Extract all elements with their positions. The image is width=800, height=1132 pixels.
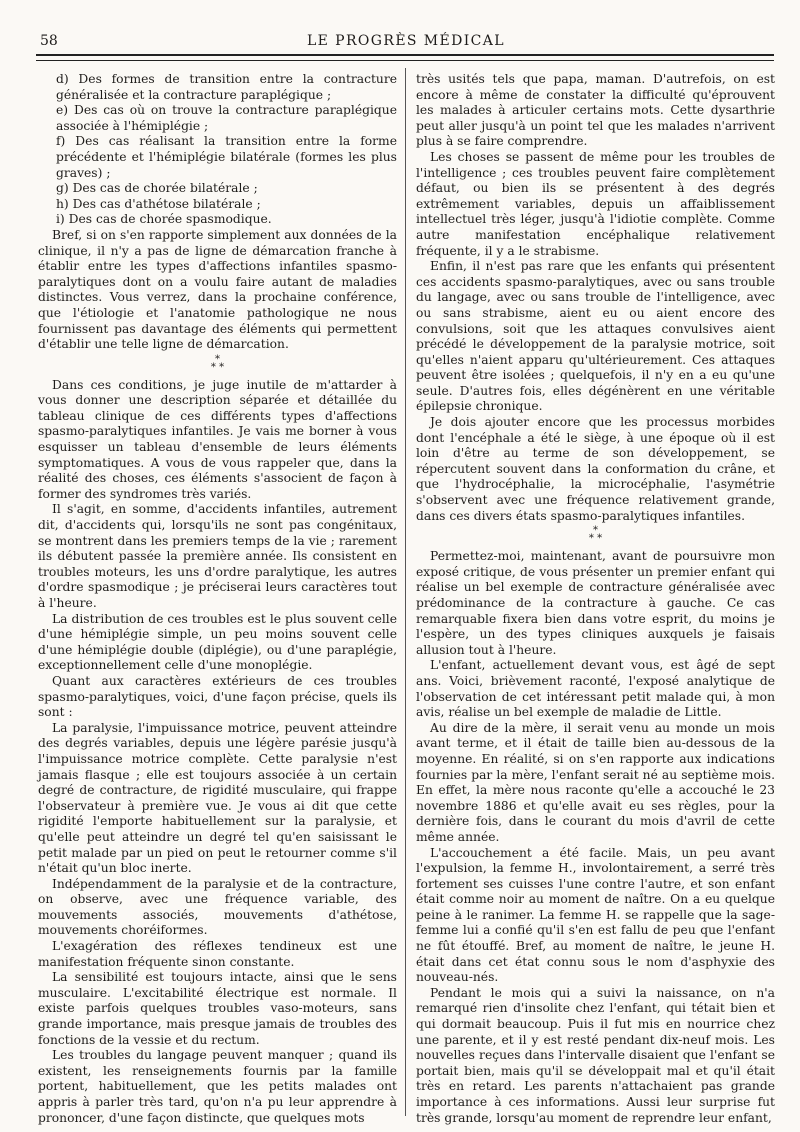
list-item: d) Des formes de transition entre la contracture généralisée et la contracture paraplégique ; [56, 72, 397, 102]
paragraph: Enfin, il n'est pas rare que les enfants qui présentent ces accidents spasmo-paralytiques, avec ou sans trouble du langage, avec ou sans trouble de l'intelligence, avec ou sans strabisme, aient eu ou aient encore des convulsions, soit que les attaques convulsives aient précédé le développement de la paralysie motrice, soit qu'elles n'aient apparu qu'ultérieurement. Ces attaques peuvent être isolées ; quelquefois, il n'y en a eu qu'une seule. D'autres fois, elles dégénèrent en une véritable épilepsie chronique. [416, 259, 775, 414]
right-column [416, 72, 775, 1126]
header-rule-thin [36, 60, 774, 61]
paragraph: La distribution de ces troubles est le plus souvent celle d'une hémiplégie simple, un peu moins souvent celle d'une hémiplégie double (diplégie), ou d'une paraplégie, exceptionnellement celle d'une monoplégie. [38, 611, 397, 673]
header-rule-thick [36, 54, 774, 56]
paragraph: L'enfant, actuellement devant vous, est âgé de sept ans. Voici, brièvement raconté, l'exposé analytique de l'observation de cet intéressant petit malade qui, à mon avis, réalise un bel exemple de maladie de Little. [416, 658, 775, 720]
page-number: 58 [40, 33, 58, 49]
paragraph: Au dire de la mère, il serait venu au monde un mois avant terme, et il était de taille bien au-dessous de la moyenne. En réalité, si on s'en rapporte aux indications fournies par la mère, l'enfant serait né au septième mois. En effet, la mère nous raconte qu'elle a accouché le 23 novembre 1886 et qu'elle avait eu ses règles, pour la dernière fois, dans le courant du mois d'avril de cette même année. [416, 720, 775, 844]
left-column [38, 72, 397, 1126]
section-separator [416, 527, 775, 543]
paragraph: La paralysie, l'impuissance motrice, peuvent atteindre des degrés variables, depuis une légère parésie jusqu'à l'impuissance motrice complète. Cette paralysie n'est jamais flasque ; elle est toujours associée à un certain degré de contracture, de rigidité musculaire, qui frappe l'observateur à première vue. Je vous ai dit que cette rigidité l'emporte habituellement sur la paralysie, et qu'elle peut atteindre un degré tel qu'en saisissant le petit malade par un pied on peut le retourner comme s'il n'était qu'un bloc inerte. [38, 720, 397, 876]
paragraph: Permettez-moi, maintenant, avant de poursuivre mon exposé critique, de vous présenter un premier enfant qui réalise un bel exemple de contracture généralisée avec prédominance de la contracture à gauche. Ce cas remarquable fixera bien dans votre esprit, du moins je l'espère, un des types cliniques auxquels je faisais allusion tout à l'heure. [416, 549, 775, 657]
list-item: i) Des cas de chorée spasmodique. [56, 212, 272, 227]
paragraph: L'exagération des réflexes tendineux est une manifestation fréquente sinon constante. [38, 939, 397, 969]
paragraph-continued: très usités tels que papa, maman. D'autrefois, on est encore à même de constater la difficulté qu'éprouvent les malades à articuler certains mots. Cette dysarthrie peut aller jusqu'à un point tel que les malades n'arrivent plus à se faire comprendre. [416, 72, 775, 149]
section-separator [38, 353, 397, 373]
paragraph: Les choses se passent de même pour les troubles de l'intelligence ; ces troubles peuvent faire complètement défaut, ou bien ils se présentent à des degrés extrêmement variables, depuis un affaiblissement intellectuel très léger, jusqu'à l'idiotie complète. Comme autre manifestation encéphalique relativement fréquente, il y a le strabisme. [416, 149, 775, 258]
paragraph: Pendant le mois qui a suivi la naissance, on n'a remarqué rien d'insolite chez l'enfant, qui tétait bien et qui dormait beaucoup. Puis il fut mis en nourrice chez une parente, et il y est resté pendant dix-neuf mois. Les nouvelles reçues dans l'intervalle disaient que l'enfant se portait bien, mais qu'il se développait mal et qu'il était très en retard. Les parents n'attachaient pas grande importance à ces informations. Aussi leur surprise fut très grande, lorsqu'au moment de reprendre leur enfant, [416, 985, 775, 1125]
list-item: g) Des cas de chorée bilatérale ; [56, 181, 258, 196]
paragraph: Bref, si on s'en rapporte simplement aux données de la clinique, il n'y a pas de ligne de démarcation franche à établir entre les types d'affections infantiles spasmo-paralytiques dont on a voulu faire autant de maladies distinctes. Vous verrez, dans la prochaine conférence, que l'étiologie et l'anatomie pathologique ne nous fournissent pas davantage des éléments qui permettent d'établir une telle ligne de démarcation. [38, 227, 397, 352]
paragraph: L'accouchement a été facile. Mais, un peu avant l'expulsion, la femme H., involontairement, a serré très fortement ses cuisses l'une contre l'autre, et son enfant était comme noir au moment de naître. On a eu quelque peine à le ranimer. La femme H. se rappelle que la sage-femme lui a confié qu'il s'en est fallu de peu que l'enfant ne fût étouffé. Bref, au moment de naître, le jeune H. était dans cet état connu sous le nom d'asphyxie des nouveau-nés. [416, 845, 775, 985]
paragraph: Dans ces conditions, je juge inutile de m'attarder à vous donner une description séparée et détaillée du tableau clinique de ces différents types d'affections spasmo-paralytiques infantiles. Je vais me borner à vous esquisser un tableau d'ensemble de leurs éléments symptomatiques. A vous de vous rappeler que, dans la réalité des choses, ces éléments s'associent de façon à former des syndromes très variés. [38, 377, 397, 501]
separator-stars-bottom: * * [588, 533, 603, 545]
paragraph: La sensibilité est toujours intacte, ainsi que le sens musculaire. L'excitabilité électrique est normale. Il existe parfois quelques troubles vaso-moteurs, sans grande importance, mais presque jamais de troubles des fonctions de la vessie et du rectum. [38, 970, 397, 1047]
journal-title: LE PROGRÈS MÉDICAL [306, 33, 506, 49]
separator-stars-bottom: * * [210, 361, 225, 373]
column-divider [405, 68, 406, 1116]
paragraph: Les troubles du langage peuvent manquer ; quand ils existent, les renseignements fournis par la famille portent, habituellement, que les petits malades ont appris à parler très tard, qu'on n'a pu leur apprendre à prononcer, d'une façon distincte, que quelques mots [38, 1048, 397, 1125]
paragraph: Je dois ajouter encore que les processus morbides dont l'encéphale a été le siège, à une époque où il est loin d'être au terme de son développement, se répercutent souvent dans la conformation du crâne, et que l'hydrocéphalie, la microcéphalie, l'asymétrie s'observent avec une fréquence relativement grande, dans ces divers états spasmo-paralytiques infantiles. [416, 415, 775, 523]
list-item: f) Des cas réalisant la transition entre la forme précédente et l'hémiplégie bilatérale (formes les plus graves) ; [56, 134, 397, 180]
list-item: e) Des cas où on trouve la contracture paraplégique associée à l'hémiplégie ; [56, 103, 397, 133]
running-header [38, 33, 774, 55]
separator-star-top: * [593, 525, 598, 537]
paragraph: Quant aux caractères extérieurs de ces troubles spasmo-paralytiques, voici, d'une façon précise, quels ils sont : [38, 673, 397, 720]
paragraph: Indépendamment de la paralysie et de la contracture, on observe, avec une fréquence variable, des mouvements associés, mouvements d'athétose, mouvements choréiformes. [38, 876, 397, 938]
paragraph: Il s'agit, en somme, d'accidents infantiles, autrement dit, d'accidents qui, lorsqu'ils ne sont pas congénitaux, se montrent dans les premiers temps de la vie ; rarement ils débutent passée la première année. Ils consistent en troubles moteurs, les uns d'ordre paralytique, les autres d'ordre spasmodique ; je préciserai leurs caractères tout à l'heure. [38, 502, 397, 610]
list-item: h) Des cas d'athétose bilatérale ; [56, 196, 261, 211]
separator-star-top: * [215, 353, 220, 365]
